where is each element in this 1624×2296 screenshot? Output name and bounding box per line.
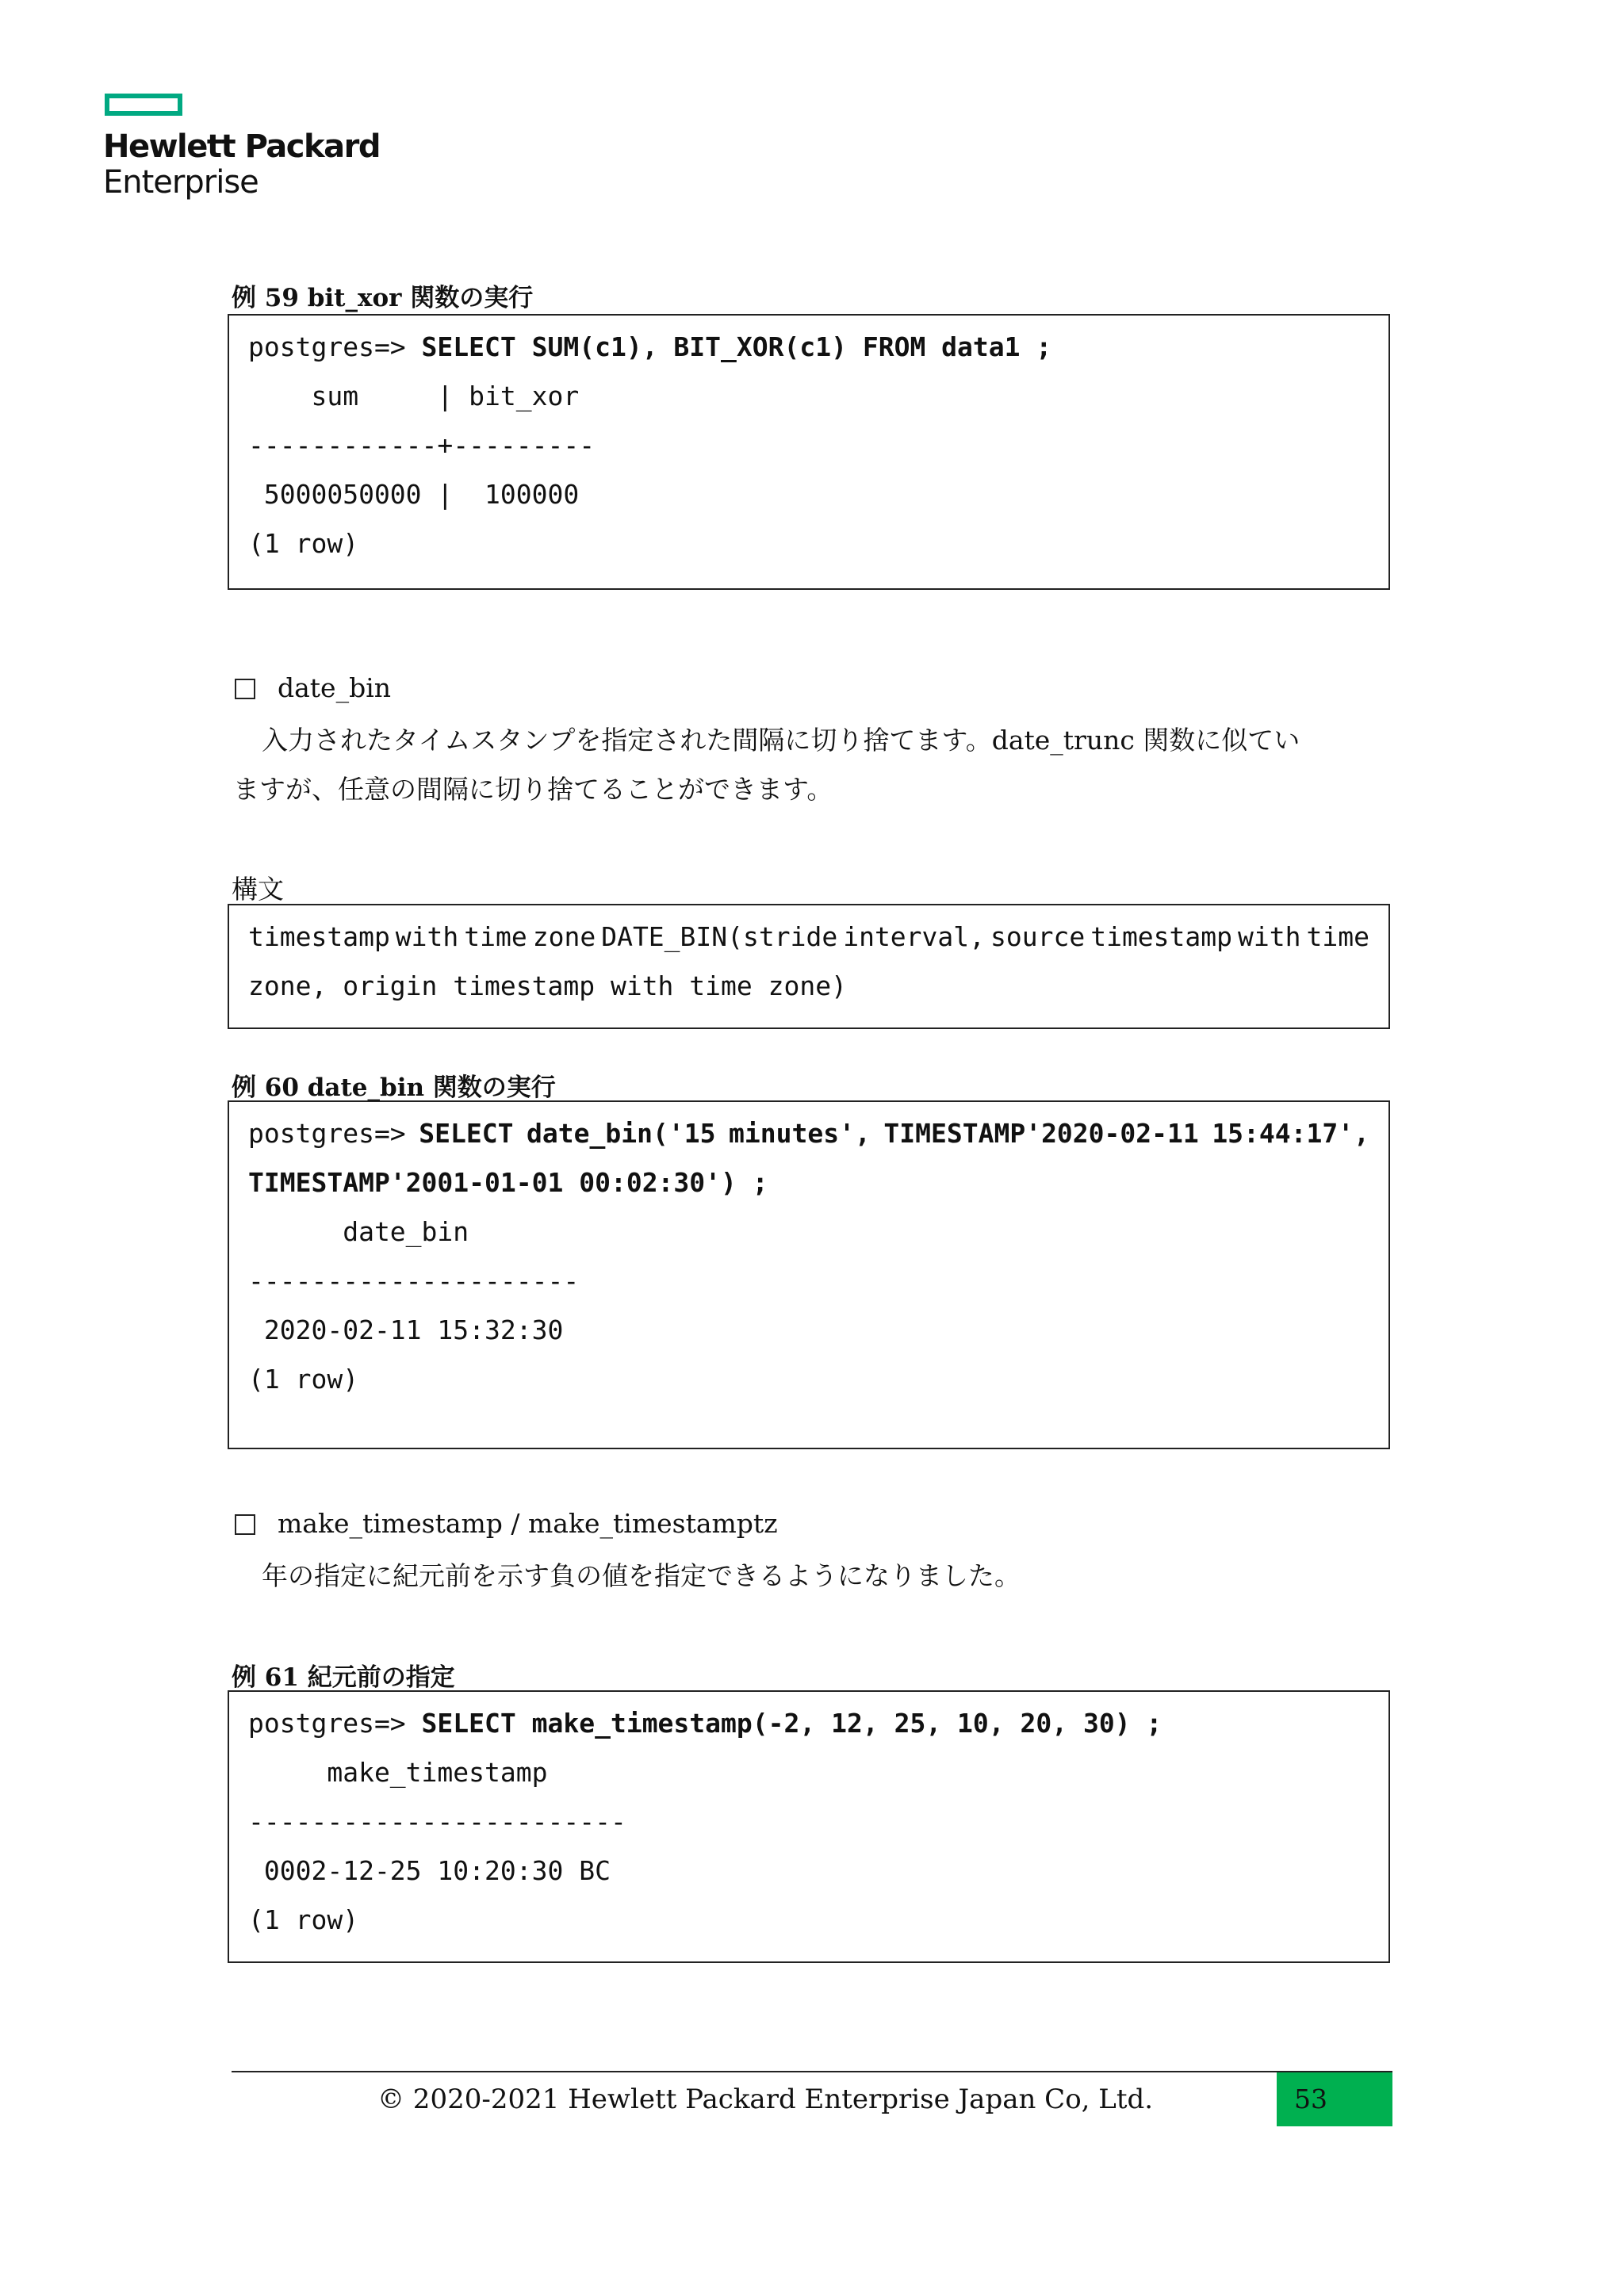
footer-rule bbox=[232, 2071, 1392, 2072]
syntax-line2: zone, origin timestamp with time zone) bbox=[248, 970, 847, 1001]
sql-query: SELECT make_timestamp(-2, 12, 25, 10, 20, 30) ; bbox=[421, 1708, 1162, 1739]
row-count: (1 row) bbox=[248, 1904, 359, 1935]
sql-token: 15:44:17', bbox=[1212, 1118, 1369, 1149]
example61-command bbox=[248, 1708, 1162, 1739]
syntax-token: time bbox=[1306, 921, 1369, 952]
example61-caption: 例 61 紀元前の指定 bbox=[232, 1663, 455, 1692]
logo-text-line2: Enterprise bbox=[103, 164, 259, 201]
syntax-token: interval, bbox=[843, 921, 986, 952]
sql-token: date_bin('15 bbox=[527, 1118, 716, 1149]
syntax-token: with bbox=[1238, 921, 1301, 952]
logo-text-line1: Hewlett Packard bbox=[103, 128, 380, 165]
result-separator: --------------------- bbox=[248, 1265, 580, 1296]
syntax-line1 bbox=[248, 921, 1369, 952]
footer-copyright: © 2020-2021 Hewlett Packard Enterprise Japan Co, Ltd. bbox=[377, 2084, 1154, 2115]
date-bin-heading bbox=[235, 672, 391, 703]
result-row: 0002-12-25 10:20:30 BC bbox=[248, 1855, 611, 1886]
example60-command-line1 bbox=[248, 1118, 1369, 1149]
date-bin-heading-text: date_bin bbox=[278, 672, 392, 703]
syntax-token: with bbox=[395, 921, 459, 952]
syntax-token: source bbox=[990, 921, 1086, 952]
syntax-token: DATE_BIN(stride bbox=[601, 921, 838, 952]
psql-prompt: postgres=> bbox=[248, 1708, 422, 1739]
syntax-token: time bbox=[464, 921, 527, 952]
psql-prompt: postgres=> bbox=[248, 331, 422, 362]
sql-query: SELECT SUM(c1), BIT_XOR(c1) FROM data1 ; bbox=[421, 331, 1052, 362]
hpe-logo-mark bbox=[105, 94, 182, 116]
checkbox-icon bbox=[235, 679, 255, 699]
result-header: make_timestamp bbox=[248, 1757, 548, 1788]
date-bin-paragraph-line2: ますが、任意の間隔に切り捨てることができます。 bbox=[233, 774, 833, 805]
syntax-token: timestamp bbox=[248, 921, 390, 952]
syntax-token: timestamp bbox=[1090, 921, 1233, 952]
example59-codebox bbox=[228, 314, 1390, 590]
example59-command bbox=[248, 331, 1051, 362]
result-row: 2020-02-11 15:32:30 bbox=[248, 1314, 564, 1345]
example60-caption: 例 60 date_bin 関数の実行 bbox=[232, 1073, 556, 1102]
row-count: (1 row) bbox=[248, 528, 359, 559]
syntax-token: zone bbox=[532, 921, 596, 952]
example60-command-line2: TIMESTAMP'2001-01-01 00:02:30') ; bbox=[248, 1167, 768, 1198]
syntax-label: 構文 bbox=[232, 874, 284, 905]
make-timestamp-heading bbox=[235, 1508, 778, 1539]
make-timestamp-paragraph: 年の指定に紀元前を示す負の値を指定できるようになりました。 bbox=[262, 1560, 1021, 1591]
psql-prompt: postgres=> bbox=[248, 1118, 406, 1149]
row-count: (1 row) bbox=[248, 1364, 359, 1395]
sql-token: TIMESTAMP'2020-02-11 bbox=[883, 1118, 1199, 1149]
result-header: date_bin bbox=[248, 1216, 469, 1247]
result-header: sum | bit_xor bbox=[248, 381, 580, 411]
make-timestamp-heading-text: make_timestamp / make_timestamptz bbox=[278, 1508, 778, 1539]
example59-caption: 例 59 bit_xor 関数の実行 bbox=[232, 284, 534, 312]
checkbox-icon bbox=[235, 1514, 255, 1535]
example60-codebox bbox=[228, 1100, 1390, 1449]
sql-token: minutes', bbox=[729, 1118, 871, 1149]
result-row: 5000050000 | 100000 bbox=[248, 479, 580, 510]
date-bin-paragraph-line1: 入力されたタイムスタンプを指定された間隔に切り捨てます。date_trunc 関数に似てい bbox=[262, 725, 1300, 756]
example61-codebox bbox=[228, 1690, 1390, 1963]
result-separator: ------------+--------- bbox=[248, 430, 596, 461]
page-number: 53 bbox=[1277, 2072, 1392, 2126]
syntax-codebox bbox=[228, 904, 1390, 1029]
sql-token: SELECT bbox=[419, 1118, 514, 1149]
result-separator: ------------------------ bbox=[248, 1806, 626, 1837]
